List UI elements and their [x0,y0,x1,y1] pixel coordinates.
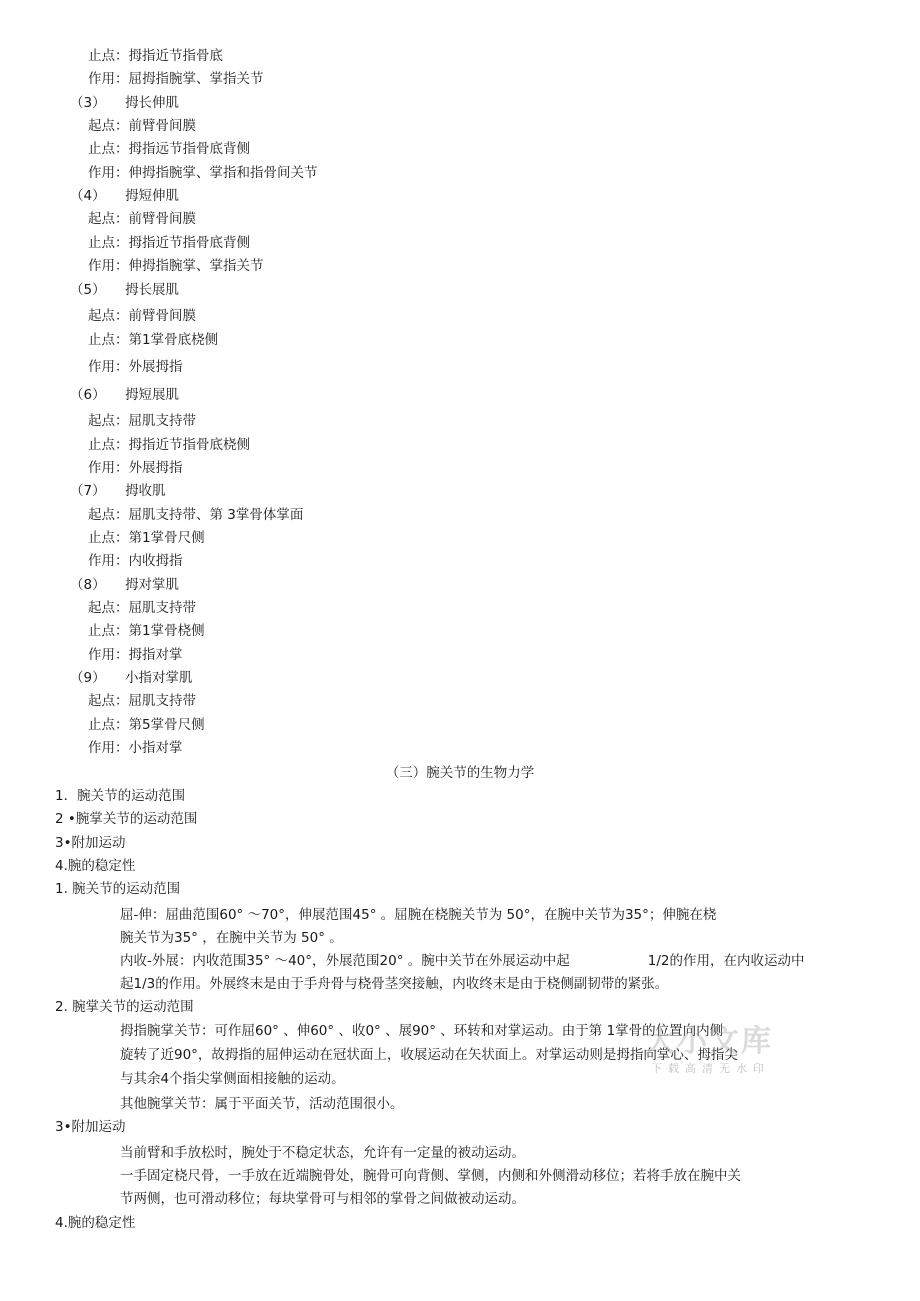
paragraph-line: 屈-伸：屈曲范围60° ～70°，伸展范围45° 。屈腕在桡腕关节为 50°，在腕中关节为35°；伸腕在桡 [120,907,717,923]
muscle-function-line: 作用：外展拇指 [88,460,183,476]
muscle-origin-line: 起点：前臂骨间膜 [88,308,196,324]
muscle-function-line: 作用：屈拇指腕掌、掌指关节 [88,71,264,87]
section-heading: 1. 腕关节的运动范围 [55,881,181,897]
paragraph-line: 旋转了近90°，故拇指的屈伸运动在冠状面上，收展运动在矢状面上。对掌运动则是拇指向掌心、拇指尖 [120,1047,738,1063]
paragraph-line [120,952,804,970]
muscle-name: 拇短伸肌 [125,188,179,204]
muscle-stop-line: 止点：拇指远节指骨底背侧 [88,141,250,157]
muscle-stop-line: 止点：第1掌骨桡侧 [88,623,205,639]
muscle-heading-9 [70,669,193,687]
muscle-number: （7） [70,483,106,499]
muscle-heading-7 [70,482,166,500]
watermark-subtext: 下载高清无水印 [651,1062,770,1075]
muscle-name: 拇长展肌 [125,282,179,298]
paragraph-line: 一手固定桡尺骨，一手放在近端腕骨处，腕骨可向背侧、掌侧，内侧和外侧滑动移位；若将手放在腕中关 [120,1168,741,1184]
muscle-name: 拇长伸肌 [125,95,179,111]
muscle-heading-5 [70,281,179,299]
muscle-function-line: 作用：外展拇指 [88,359,183,375]
muscle-name: 拇对掌肌 [125,577,179,593]
muscle-stop-line: 止点：拇指近节指骨底 [88,48,223,64]
muscle-origin-line: 起点：屈肌支持带、第 3掌骨体掌面 [88,507,304,523]
muscle-stop-line: 止点：拇指近节指骨底桡侧 [88,437,250,453]
muscle-heading-6 [70,386,179,404]
paragraph-line: 其他腕掌关节：属于平面关节，活动范围很小。 [120,1096,404,1112]
muscle-stop-line: 止点：第1掌骨底桡侧 [88,332,219,348]
muscle-origin-line: 起点：前臂骨间膜 [88,211,196,227]
paragraph-line: 当前臂和手放松时，腕处于不稳定状态，允许有一定量的被动运动。 [120,1145,525,1161]
muscle-heading-3 [70,94,179,112]
paragraph-segment: 内收-外展：内收范围35° ～40°，外展范围20° 。腕中关节在外展运动中起 [120,953,570,969]
muscle-stop-line: 止点：第5掌骨尺侧 [88,717,205,733]
section-heading: 3•附加运动 [55,1119,126,1135]
section-heading: 2. 腕掌关节的运动范围 [55,999,194,1015]
section-title: （三）腕关节的生物力学 [385,765,535,781]
muscle-function-line: 作用：内收拇指 [88,553,183,569]
muscle-function-line: 作用：伸拇指腕掌、掌指和指骨间关节 [88,165,318,181]
paragraph-line: 拇指腕掌关节：可作屈60° 、伸60° 、收0° 、展90° 、环转和对掌运动。由于第 1掌骨的位置向内侧 [120,1023,724,1039]
paragraph-line: 起1/3的作用。外展终末是由于手舟骨与桡骨茎突接触，内收终末是由于桡侧副韧带的紧张。 [120,976,669,992]
paragraph-line: 腕关节为35° ，在腕中关节为 50° 。 [120,930,343,946]
muscle-name: 拇收肌 [125,483,166,499]
muscle-number: （8） [70,577,106,593]
outline-item: 2 •腕掌关节的运动范围 [55,811,198,827]
muscle-origin-line: 起点：前臂骨间膜 [88,118,196,134]
muscle-origin-line: 起点：屈肌支持带 [88,413,196,429]
paragraph-segment: 1/2的作用，在内收运动中 [647,953,805,969]
muscle-number: （5） [70,282,106,298]
section-heading: 4.腕的稳定性 [55,1215,136,1231]
muscle-number: （9） [70,670,106,686]
muscle-function-line: 作用：拇指对掌 [88,647,183,663]
paragraph-line: 与其余4个指尖掌侧面相接触的运动。 [120,1071,345,1087]
outline-item: 1．腕关节的运动范围 [55,788,186,804]
outline-item: 4.腕的稳定性 [55,858,136,874]
paragraph-line: 节两侧，也可滑动移位；每块掌骨可与相邻的掌骨之间做被动运动。 [120,1191,525,1207]
outline-item: 3•附加运动 [55,835,126,851]
watermark-logo-text: 大小文库 [645,1024,773,1059]
muscle-stop-line: 止点：第1掌骨尺侧 [88,530,205,546]
muscle-name: 拇短展肌 [125,387,179,403]
muscle-origin-line: 起点：屈肌支持带 [88,693,196,709]
muscle-number: （3） [70,95,106,111]
muscle-origin-line: 起点：屈肌支持带 [88,600,196,616]
muscle-heading-8 [70,576,179,594]
muscle-heading-4 [70,187,179,205]
muscle-function-line: 作用：伸拇指腕掌、掌指关节 [88,258,264,274]
muscle-number: （6） [70,387,106,403]
muscle-stop-line: 止点：拇指近节指骨底背侧 [88,235,250,251]
muscle-name: 小指对掌肌 [125,670,193,686]
muscle-function-line: 作用：小指对掌 [88,740,183,756]
muscle-number: （4） [70,188,106,204]
